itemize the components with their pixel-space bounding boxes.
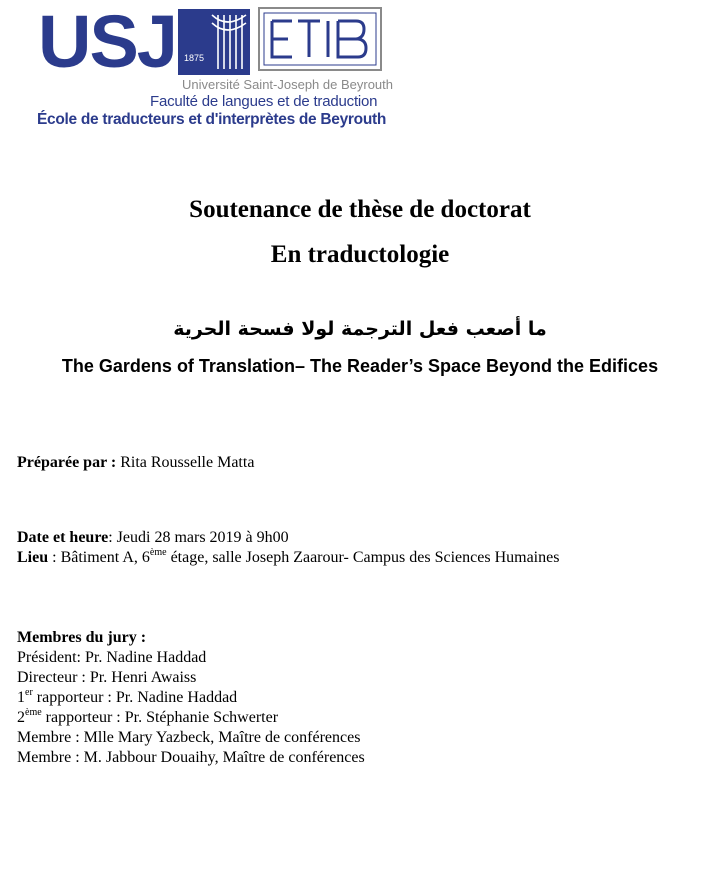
place-value-after: étage, salle Joseph Zaarour- Campus des Sciences Humaines <box>166 549 560 566</box>
usj-year: 1875 <box>184 53 205 63</box>
place-value-before: : Bâtiment A, 6 <box>52 549 150 566</box>
date-line <box>17 528 289 548</box>
jury-rapporteur-1 <box>17 688 237 708</box>
etib-logo-icon <box>258 7 382 71</box>
university-name: Université Saint-Joseph de Beyrouth <box>182 77 394 92</box>
arabic-title: ما أصعب فعل الترجمة لولا فسحة الحرية <box>173 318 547 340</box>
jury-rapporteur-2 <box>17 708 278 728</box>
rapporteur-2-sup: ème <box>25 706 42 718</box>
rapporteur-2-num: 2 <box>17 709 25 726</box>
school-name: École de traducteurs et d'interprètes de Beyrouth <box>37 111 387 128</box>
jury-president: Président: Pr. Nadine Haddad <box>17 649 207 666</box>
header-logo-block <box>36 0 394 133</box>
prepared-by-value: Rita Rousselle Matta <box>120 454 255 471</box>
english-title: The Gardens of Translation– The Reader’s Space Beyond the Edifices <box>61 356 659 376</box>
jury-member-1: Membre : Mlle Mary Yazbeck, Maître de conférences <box>17 729 361 746</box>
usj-logo: USJ <box>38 0 176 83</box>
prepared-by-line <box>17 453 254 473</box>
jury-director: Directeur : Pr. Henri Awaiss <box>17 669 197 686</box>
place-label: Lieu <box>17 549 49 566</box>
date-value: : Jeudi 28 mars 2019 à 9h00 <box>108 529 289 546</box>
jury-member-2: Membre : M. Jabbour Douaihy, Maître de conférences <box>17 749 365 766</box>
date-label: Date et heure <box>17 529 109 546</box>
usj-emblem-icon <box>178 9 250 75</box>
rapporteur-1-sup: er <box>25 686 33 698</box>
place-line <box>17 548 559 568</box>
jury-heading: Membres du jury : <box>17 629 147 646</box>
prepared-by-label: Préparée par : <box>17 454 117 471</box>
faculty-name: Faculté de langues et de traduction <box>150 93 378 110</box>
place-value-sup: ème <box>149 546 167 558</box>
rapporteur-1-num: 1 <box>17 689 25 706</box>
rapporteur-1-rest: rapporteur : Pr. Nadine Haddad <box>32 689 238 706</box>
title-line1: Soutenance de thèse de doctorat <box>189 196 531 223</box>
rapporteur-2-rest: rapporteur : Pr. Stéphanie Schwerter <box>41 709 279 726</box>
title-line2: En traductologie <box>270 241 450 268</box>
